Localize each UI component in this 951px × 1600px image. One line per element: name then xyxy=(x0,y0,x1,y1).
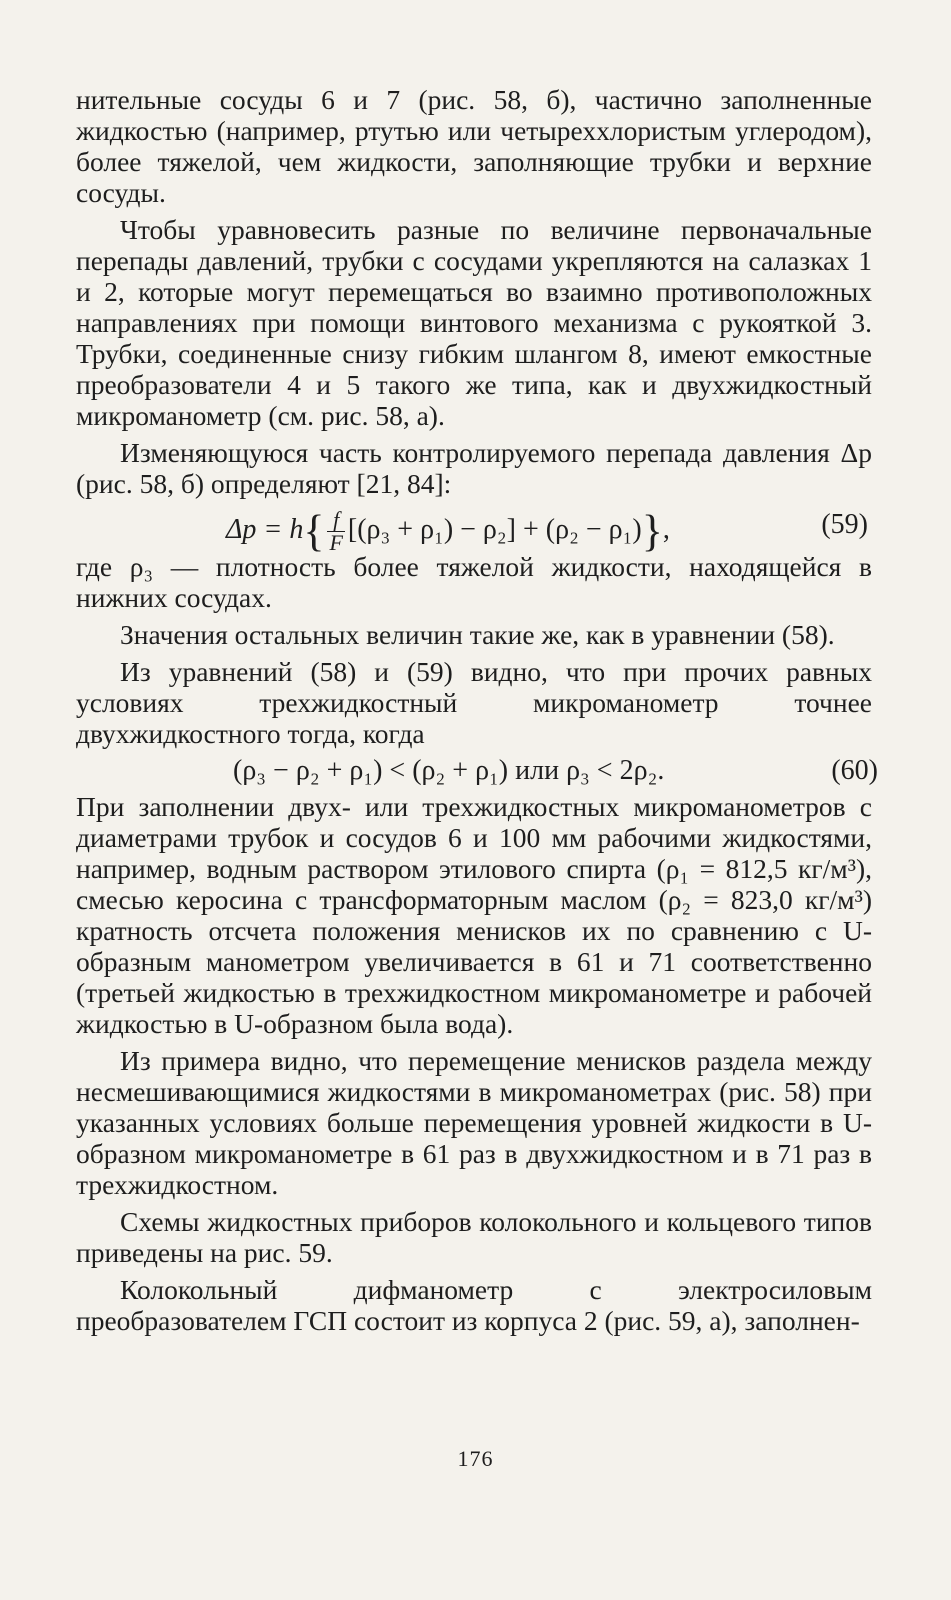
page-number: 176 xyxy=(457,1446,494,1471)
paragraph-3: Изменяющуюся часть контролируемого перепада давления Δp (рис. 58, б) определяют [21, 84]: xyxy=(76,437,872,499)
equation-60-body: (ρ₃ − ρ₂ + ρ₁) < (ρ₂ + ρ₁) или ρ₃ < 2ρ₂. xyxy=(233,755,665,786)
paragraph-1: нительные сосуды 6 и 7 (рис. 58, б), частично заполненные жидкостью (например, ртутью или четыреххлористым углеродом), более тяжелой, чем жидкости, заполняющие трубки и верхние сосуды. xyxy=(76,84,872,208)
paragraph-8: Из примера видно, что перемещение менисков раздела между несмешивающимися жидкостями в микроманометрах (рис. 58) при указанных условиях больше перемещения уровней жидкости в U-образном микроманометре в 61 раз в двухжидкостном и в 71 раз в трехжидкостном. xyxy=(76,1045,872,1200)
equation-60-number: (60) xyxy=(831,755,878,786)
paragraph-4: где ρ₃ — плотность более тяжелой жидкости, находящейся в нижних сосудах. xyxy=(76,551,872,613)
fraction-denominator: F xyxy=(329,530,343,555)
paragraph-9: Схемы жидкостных приборов колокольного и кольцевого типов приведены на рис. 59. xyxy=(76,1206,872,1268)
equation-59: Δp = h{ $\frac{f}{F}$ [(ρ₃ + ρ₁) − ρ₂] + (ρ₂ − ρ₁)}, (59) xyxy=(226,506,868,556)
equation-59-rhs: [(ρ₃ + ρ₁) − ρ₂] + (ρ₂ − ρ₁) xyxy=(347,513,642,545)
paragraph-7: При заполнении двух- или трехжидкостных микроманометров с диаметрами трубок и сосудов 6 и 100 мм рабочими жидкостями, например, водным раствором этилового спирта (ρ₁ = 812,5 кг/м³), смесью керосина с трансформаторным маслом (ρ₂ = 823,0 кг/м³) кратность отсчета положения менисков их по сравнению с U-образным манометром увеличивается в 61 и 71 соответственно (третьей жидкостью в трехжидкостном микроманометре и рабочей жидкостью в U-образном была вода). xyxy=(76,791,872,1039)
paragraph-10: Колокольный дифманометр с электросиловым преобразователем ГСП состоит из корпуса 2 (рис. 59, а), заполнен- xyxy=(76,1274,872,1336)
equation-59-number: (59) xyxy=(821,509,868,540)
equation-60 xyxy=(76,753,878,791)
paragraph-5: Значения остальных величин такие же, как в уравнении (58). xyxy=(120,619,835,650)
paragraph-6: Из уравнений (58) и (59) видно, что при прочих равных условиях трехжидкостный микроманометр точнее двухжидкостного тогда, когда xyxy=(76,656,872,749)
equation-59-lhs: Δp = h xyxy=(226,513,304,545)
paragraph-2: Чтобы уравновесить разные по величине первоначальные перепады давлений, трубки с сосудами укрепляются на салазках 1 и 2, которые могут перемещаться во взаимно противоположных направлениях при помощи винтового механизма с рукояткой 3. Трубки, соединенные снизу гибким шлангом 8, имеют емкостные преобразователи 4 и 5 такого же типа, как и двухжидкостный микроманометр (см. рис. 58, а). xyxy=(76,214,872,431)
page-body xyxy=(76,84,878,1336)
equation-59-fraction xyxy=(327,509,344,554)
fraction-numerator: f xyxy=(327,509,344,532)
